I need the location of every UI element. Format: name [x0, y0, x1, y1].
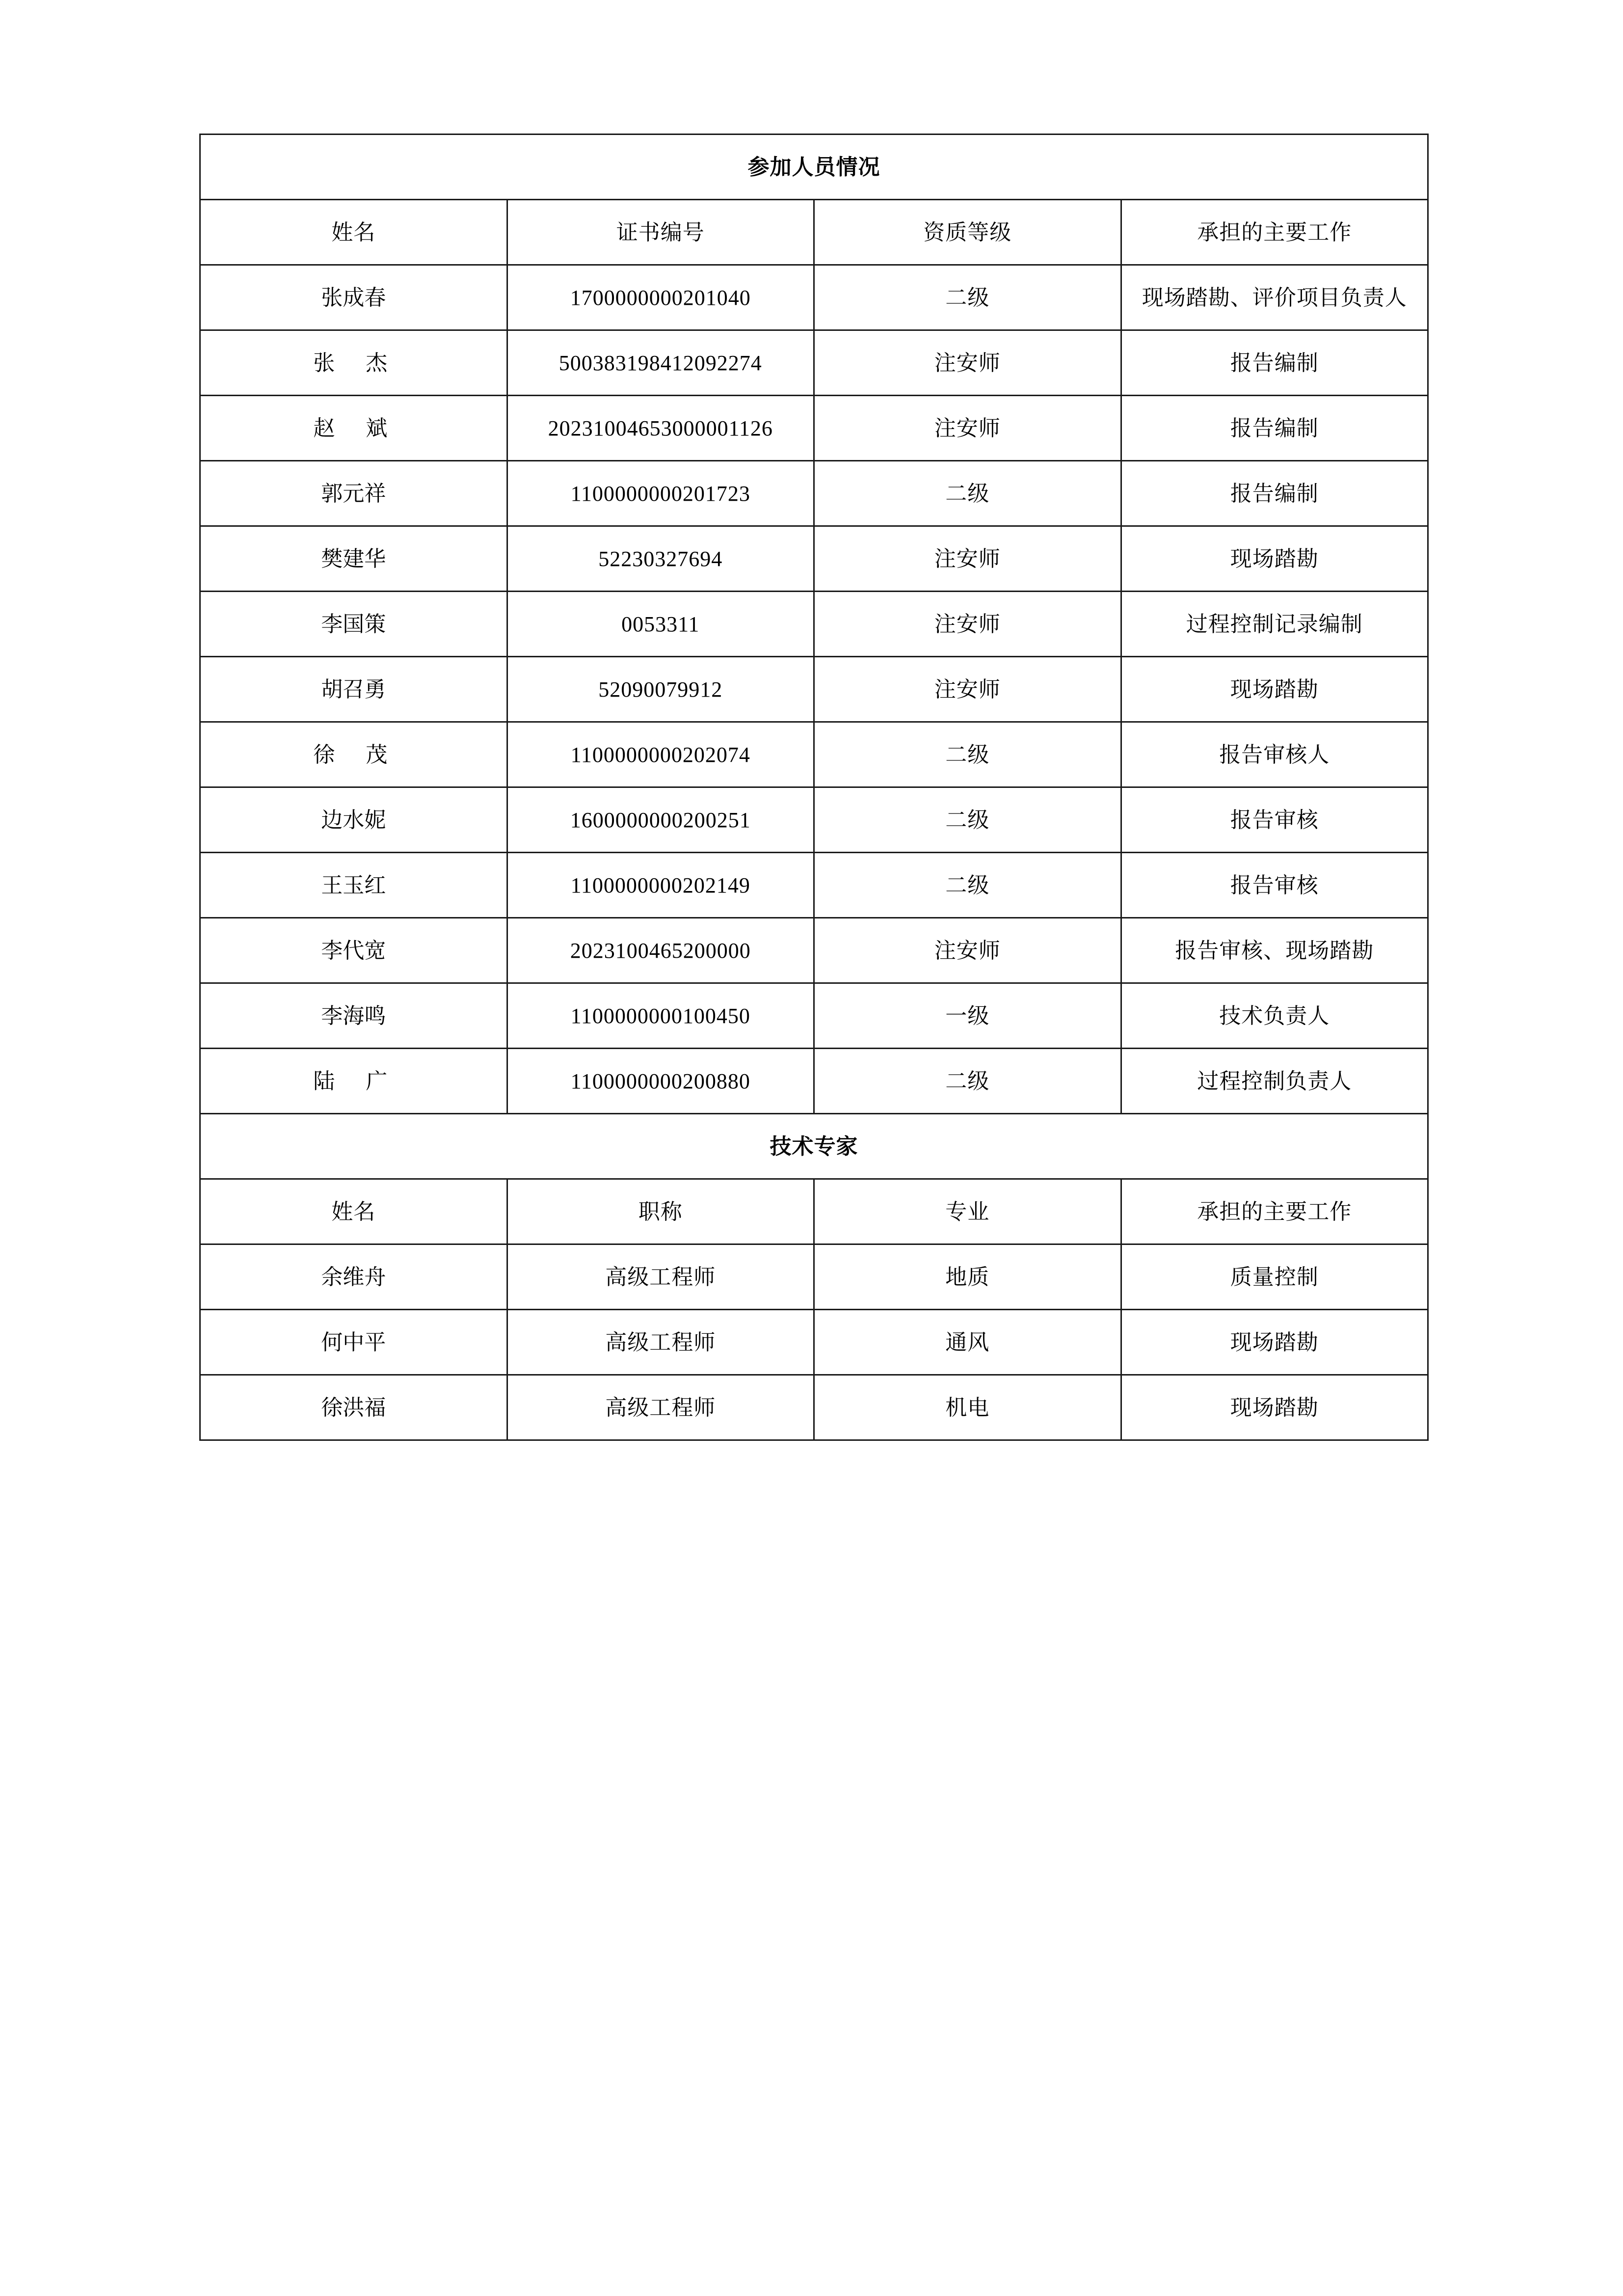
cell-cert: 1100000000202074: [507, 722, 814, 787]
cell-name: [200, 526, 507, 592]
cell-cert: 20231004653000001126: [507, 396, 814, 461]
person-name: 徐 茂: [313, 742, 400, 767]
cell-major: 通风: [814, 1310, 1121, 1375]
person-name: 赵 斌: [313, 416, 400, 440]
table-row: [200, 657, 1428, 722]
cell-cert: 0053311: [507, 592, 814, 657]
cell-level: 注安师: [814, 657, 1121, 722]
table-row-expert-section-title: [200, 1114, 1428, 1179]
cell-cert: 52230327694: [507, 526, 814, 592]
expert-name: 余维舟: [321, 1265, 386, 1289]
cell-name: [200, 1310, 507, 1375]
cell-cert: 1700000000201040: [507, 265, 814, 330]
person-name: 樊建华: [321, 546, 386, 571]
cell-level: 注安师: [814, 592, 1121, 657]
main-section-title: 参加人员情况: [200, 135, 1428, 200]
table-row: [200, 1310, 1428, 1375]
person-name: 李国策: [321, 612, 386, 636]
cell-cert: 2023100465200000: [507, 918, 814, 983]
table-row: [200, 853, 1428, 918]
personnel-table-container: [199, 134, 1429, 1441]
cell-work: 报告审核: [1121, 853, 1428, 918]
expert-header-work: 承担的主要工作: [1121, 1179, 1428, 1244]
cell-work: 现场踏勘: [1121, 1310, 1428, 1375]
cell-cert: 1100000000100450: [507, 983, 814, 1049]
cell-level: 注安师: [814, 396, 1121, 461]
table-row: [200, 1049, 1428, 1114]
cell-title: 高级工程师: [507, 1310, 814, 1375]
cell-major: 机电: [814, 1375, 1121, 1440]
table-row-expert-header: [200, 1179, 1428, 1244]
cell-level: 注安师: [814, 330, 1121, 396]
person-name: 陆 广: [313, 1069, 400, 1093]
expert-section-title: 技术专家: [200, 1114, 1428, 1179]
person-name: 边水妮: [321, 808, 386, 832]
table-row: [200, 526, 1428, 592]
person-name: 张 杰: [313, 351, 400, 375]
expert-header-major: 专业: [814, 1179, 1121, 1244]
cell-name: [200, 853, 507, 918]
table-row: [200, 592, 1428, 657]
header-level: 资质等级: [814, 200, 1121, 265]
cell-name: [200, 1375, 507, 1440]
cell-name: [200, 330, 507, 396]
table-row: [200, 396, 1428, 461]
cell-name: [200, 722, 507, 787]
cell-work: 报告审核、现场踏勘: [1121, 918, 1428, 983]
cell-name: [200, 265, 507, 330]
cell-work: 现场踏勘: [1121, 526, 1428, 592]
cell-work: 现场踏勘: [1121, 1375, 1428, 1440]
cell-cert: 500383198412092274: [507, 330, 814, 396]
person-name: 郭元祥: [321, 481, 386, 506]
cell-work: 技术负责人: [1121, 983, 1428, 1049]
expert-name: 何中平: [321, 1330, 386, 1354]
cell-work: 现场踏勘、评价项目负责人: [1121, 265, 1428, 330]
cell-level: 二级: [814, 722, 1121, 787]
expert-header-name: 姓名: [200, 1179, 507, 1244]
table-row: [200, 1244, 1428, 1310]
expert-name: 徐洪福: [321, 1395, 386, 1420]
cell-work: 报告编制: [1121, 396, 1428, 461]
cell-name: [200, 918, 507, 983]
person-name: 李代宽: [321, 938, 386, 963]
cell-level: 二级: [814, 461, 1121, 526]
cell-work: 过程控制记录编制: [1121, 592, 1428, 657]
header-work: 承担的主要工作: [1121, 200, 1428, 265]
table-row: [200, 918, 1428, 983]
person-name: 胡召勇: [321, 677, 386, 702]
cell-level: 一级: [814, 983, 1121, 1049]
header-cert: 证书编号: [507, 200, 814, 265]
cell-title: 高级工程师: [507, 1375, 814, 1440]
cell-name: [200, 461, 507, 526]
cell-cert: 1100000000202149: [507, 853, 814, 918]
cell-name: [200, 983, 507, 1049]
cell-work: 报告编制: [1121, 461, 1428, 526]
cell-level: 二级: [814, 853, 1121, 918]
expert-header-title: 职称: [507, 1179, 814, 1244]
personnel-table: [199, 134, 1429, 1441]
cell-level: 二级: [814, 1049, 1121, 1114]
cell-cert: 52090079912: [507, 657, 814, 722]
cell-level: 二级: [814, 265, 1121, 330]
cell-level: 二级: [814, 787, 1121, 853]
cell-work: 报告审核人: [1121, 722, 1428, 787]
cell-name: [200, 657, 507, 722]
cell-name: [200, 396, 507, 461]
person-name: 王玉红: [321, 873, 386, 897]
table-row-section-title: [200, 135, 1428, 200]
cell-work: 报告审核: [1121, 787, 1428, 853]
cell-cert: 1600000000200251: [507, 787, 814, 853]
cell-cert: 1100000000200880: [507, 1049, 814, 1114]
header-name: 姓名: [200, 200, 507, 265]
table-row: [200, 330, 1428, 396]
cell-major: 地质: [814, 1244, 1121, 1310]
cell-work: 质量控制: [1121, 1244, 1428, 1310]
table-row: [200, 983, 1428, 1049]
cell-name: [200, 1049, 507, 1114]
cell-work: 过程控制负责人: [1121, 1049, 1428, 1114]
person-name: 张成春: [321, 285, 386, 310]
table-row: [200, 722, 1428, 787]
cell-work: 报告编制: [1121, 330, 1428, 396]
cell-name: [200, 1244, 507, 1310]
cell-level: 注安师: [814, 918, 1121, 983]
table-row: [200, 461, 1428, 526]
cell-work: 现场踏勘: [1121, 657, 1428, 722]
cell-name: [200, 592, 507, 657]
table-row: [200, 265, 1428, 330]
cell-title: 高级工程师: [507, 1244, 814, 1310]
table-body: [200, 135, 1428, 1440]
table-row-header: [200, 200, 1428, 265]
table-row: [200, 787, 1428, 853]
cell-cert: 1100000000201723: [507, 461, 814, 526]
cell-name: [200, 787, 507, 853]
cell-level: 注安师: [814, 526, 1121, 592]
table-row: [200, 1375, 1428, 1440]
person-name: 李海鸣: [321, 1003, 386, 1028]
